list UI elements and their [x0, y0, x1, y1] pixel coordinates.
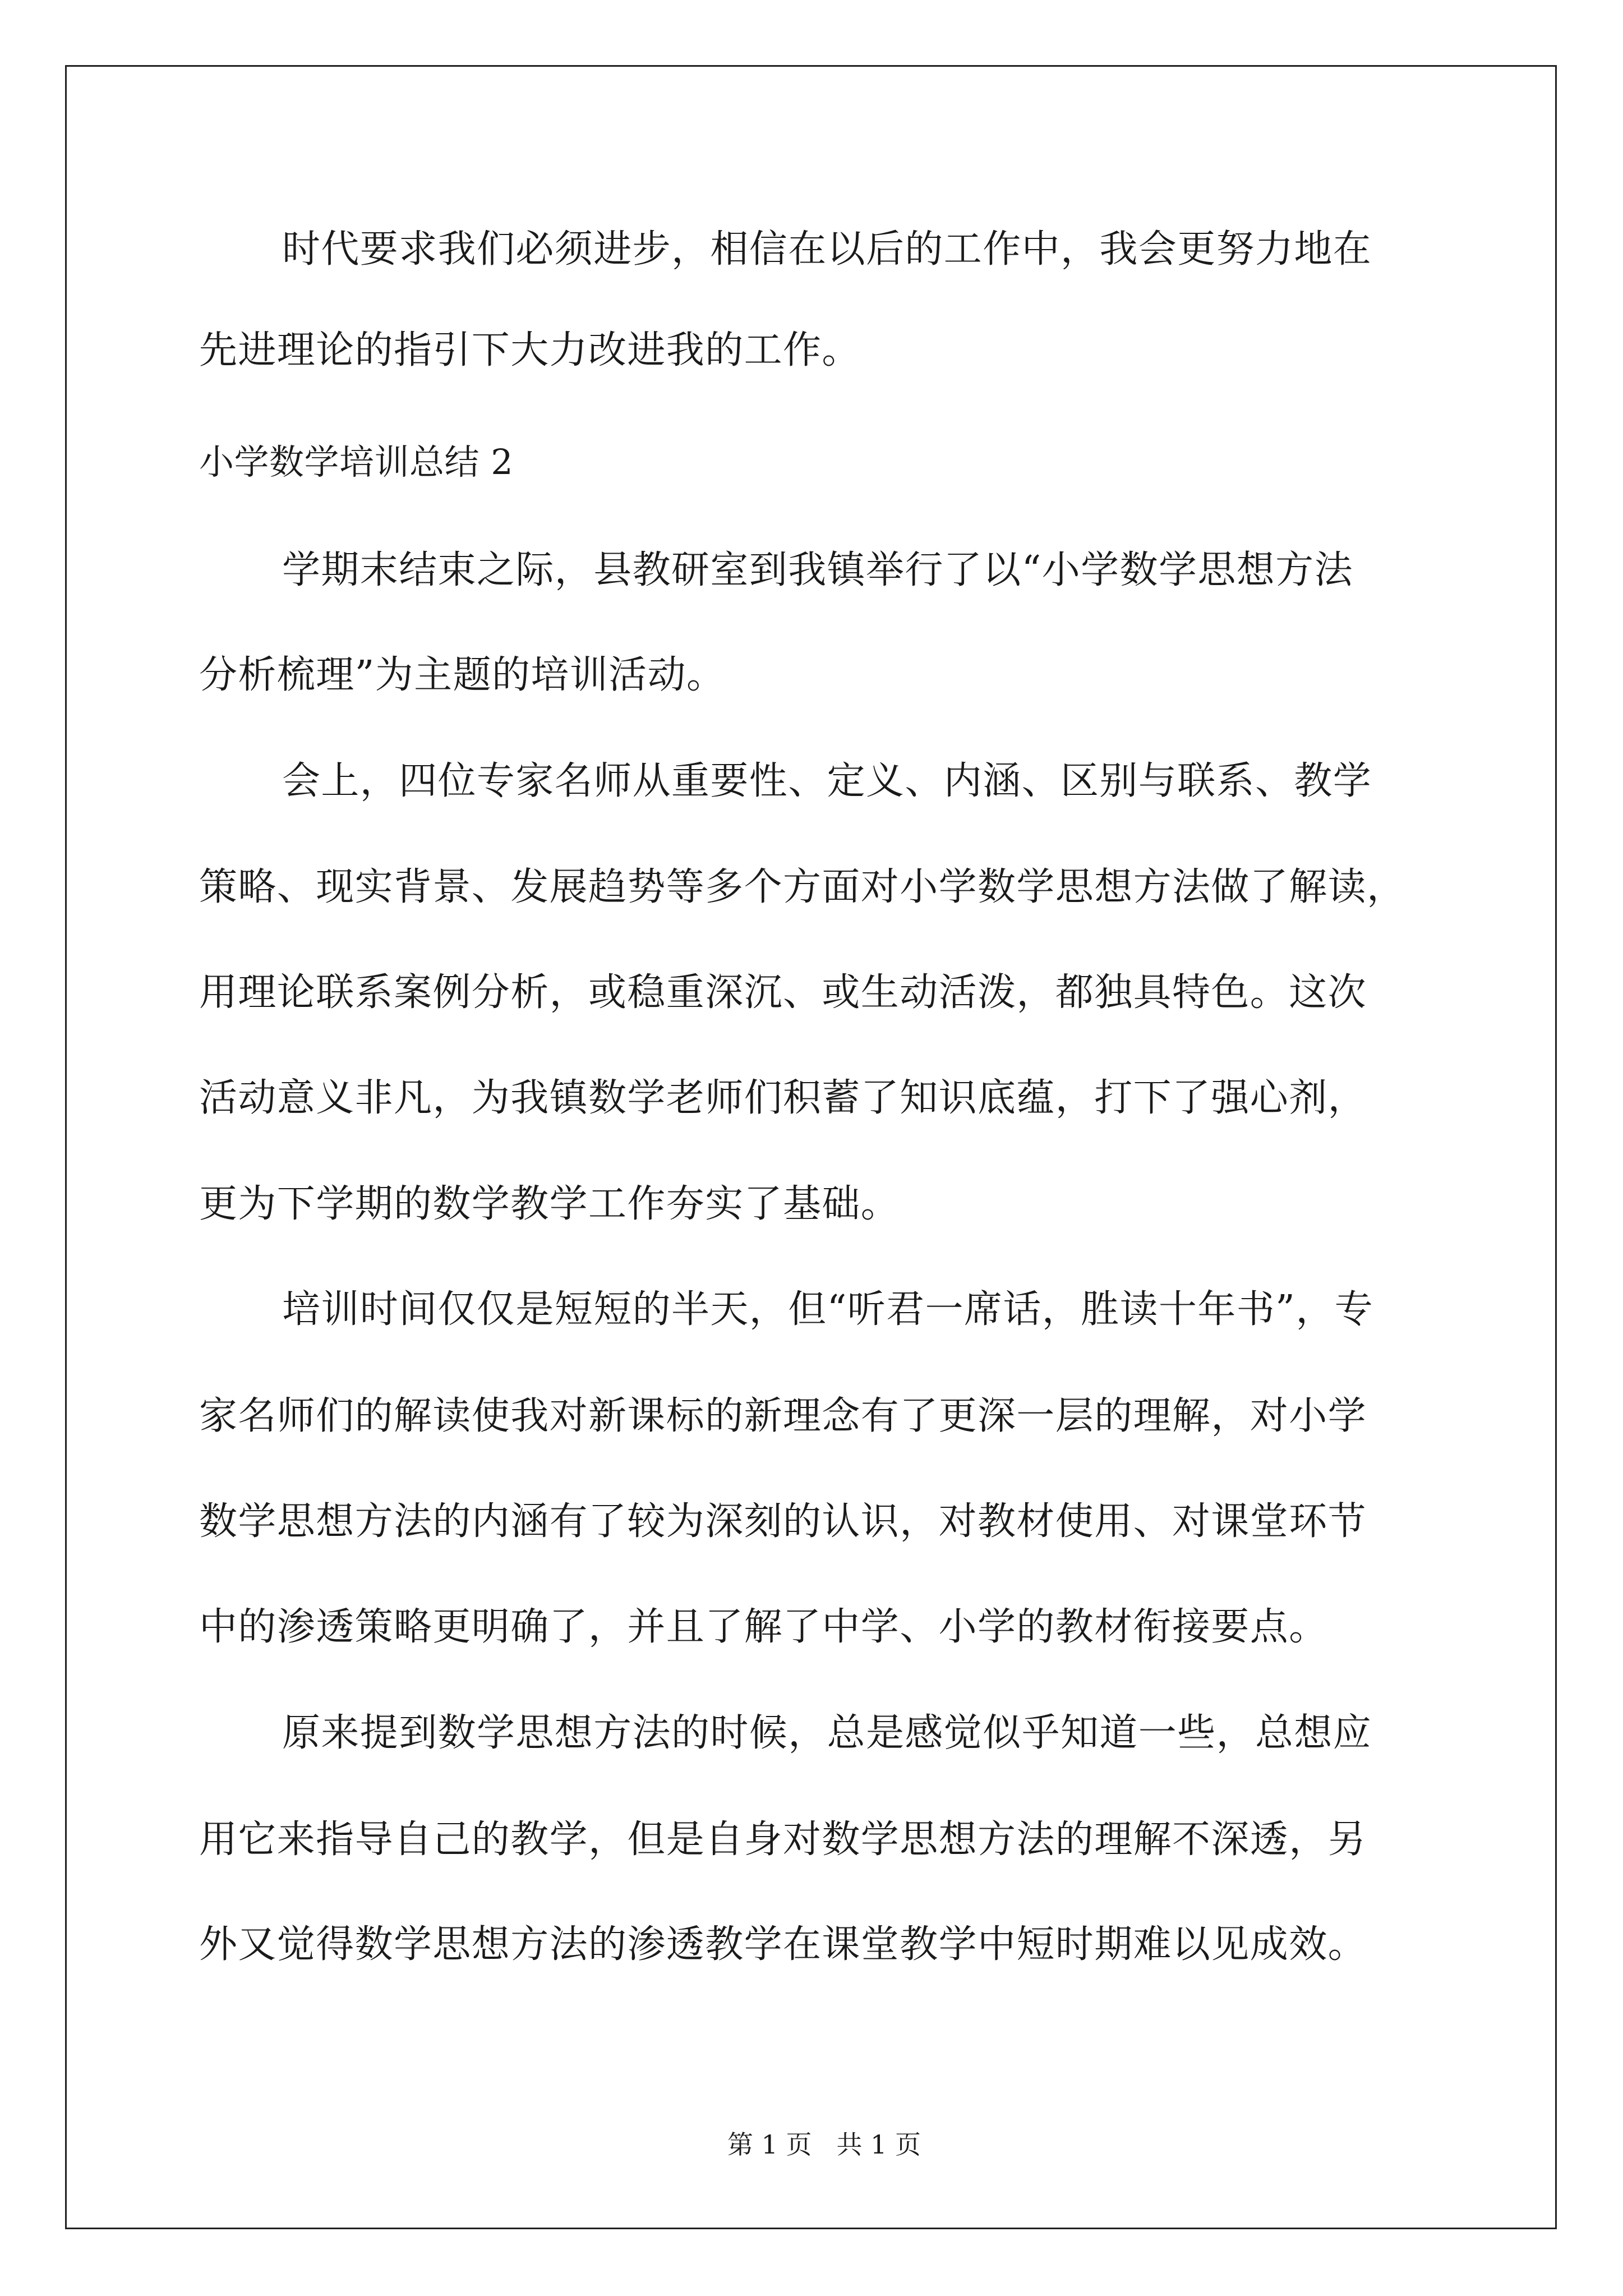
page-number: 第 1 页 [727, 2129, 812, 2160]
page-border [65, 65, 1557, 2229]
paragraph-line: 时代要求我们必须进步，相信在以后的工作中，我会更努力地在 [282, 227, 1372, 272]
paragraph-line: 中的渗透策略更明确了，并且了解了中学、小学的教材衔接要点。 [199, 1605, 1328, 1649]
paragraph-line: 原来提到数学思想方法的时候，总是感觉似乎知道一些，总想应 [282, 1711, 1372, 1755]
paragraph-line: 更为下学期的数学教学工作夯实了基础。 [199, 1182, 900, 1226]
page-footer [727, 2129, 921, 2160]
paragraph-line: 用理论联系案例分析，或稳重深沉、或生动活泼，都独具特色。这次 [199, 970, 1367, 1015]
paragraph-line: 用它来指导自己的教学，但是自身对数学思想方法的理解不深透，另 [199, 1818, 1367, 1862]
paragraph-line: 培训时间仅仅是短短的半天，但“听君一席话，胜读十年书”，专 [282, 1287, 1374, 1332]
paragraph-line: 外又觉得数学思想方法的渗透教学在课堂教学中短时期难以见成效。 [199, 1922, 1367, 1967]
paragraph-line: 先进理论的指引下大力改进我的工作。 [199, 328, 861, 372]
paragraph-line: 家名师们的解读使我对新课标的新理念有了更深一层的理解，对小学 [199, 1394, 1367, 1438]
section-heading: 小学数学培训总结 2 [199, 441, 514, 482]
paragraph-line: 分析梳理”为主题的培训活动。 [199, 653, 726, 697]
paragraph-line: 活动意义非凡，为我镇数学老师们积蓄了知识底蕴，打下了强心剂， [199, 1076, 1367, 1120]
page-total: 共 1 页 [836, 2129, 921, 2160]
paragraph-line: 学期末结束之际，县教研室到我镇举行了以“小学数学思想方法 [282, 548, 1353, 592]
paragraph-line: 数学思想方法的内涵有了较为深刻的认识，对教材使用、对课堂环节 [199, 1499, 1367, 1544]
paragraph-line: 策略、现实背景、发展趋势等多个方面对小学数学思想方法做了解读， [199, 865, 1406, 909]
paragraph-line: 会上，四位专家名师从重要性、定义、内涵、区别与联系、教学 [282, 759, 1372, 803]
